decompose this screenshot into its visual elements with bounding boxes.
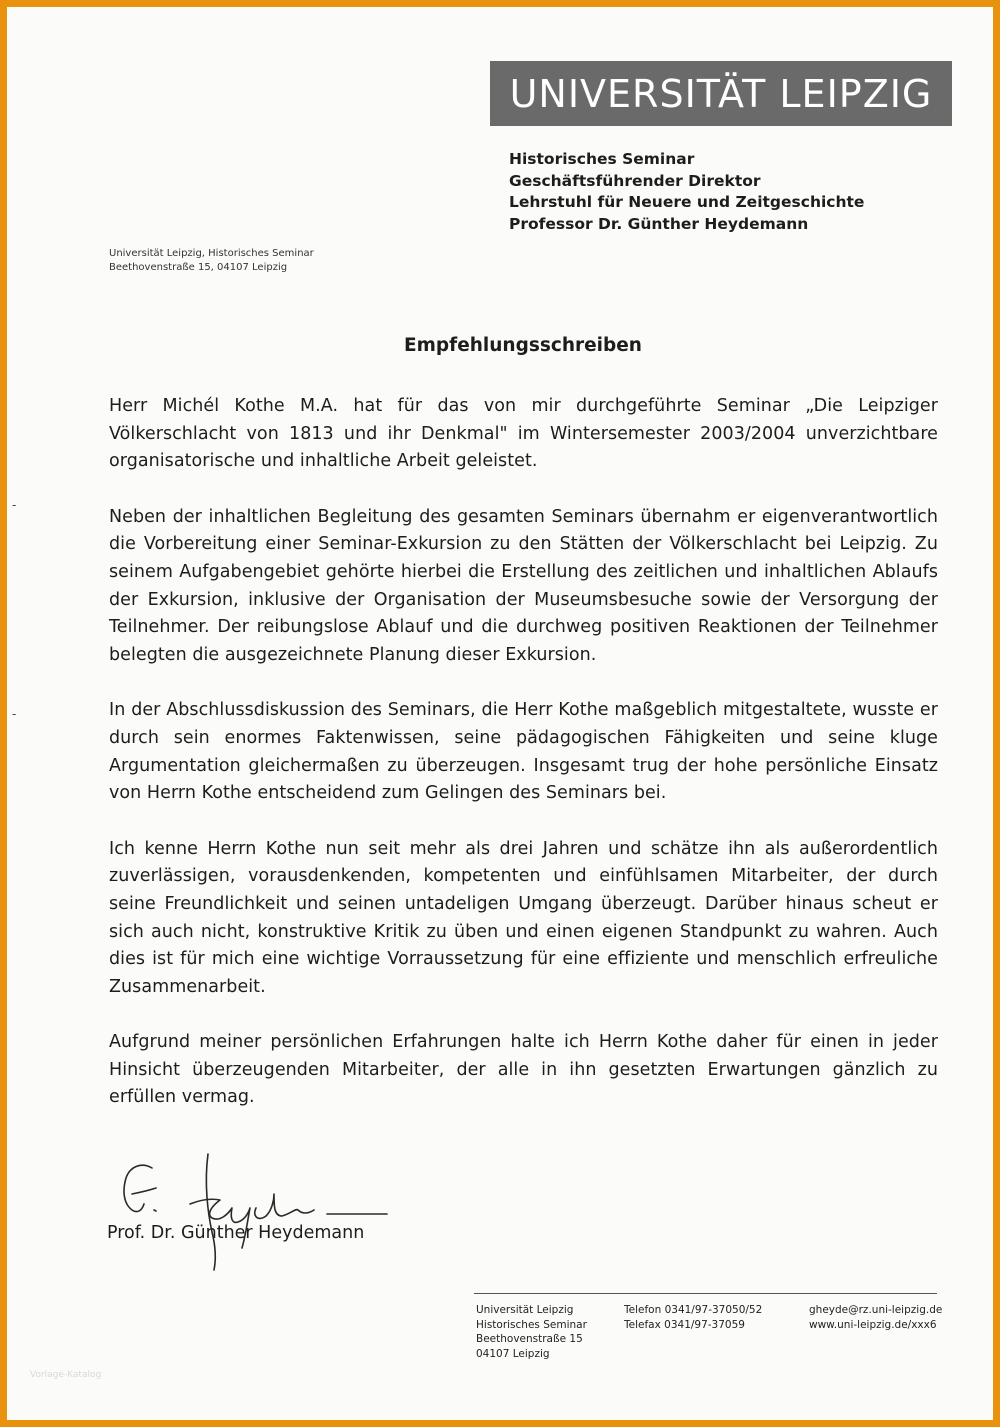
- watermark: Vorlage-Katalog: [30, 1370, 102, 1380]
- body-paragraph: Aufgrund meiner persönlichen Erfahrungen halte ich Herrn Kothe daher für einen in jeder Hinsicht überzeugenden Mitarbeiter, der alle in ihn gesetzten Erwartungen gänzlich zu erfüllen vermag.: [109, 1032, 938, 1108]
- footer-phone-line: Telefon 0341/97-37050/52: [624, 1304, 763, 1316]
- footer-contact: [809, 1303, 942, 1332]
- sender-address: [109, 247, 314, 275]
- department-block: [509, 149, 864, 235]
- logo-text: UNIVERSITÄT LEIPZIG: [509, 71, 933, 116]
- margin-mark: -: [12, 498, 17, 512]
- body-paragraph: Neben der inhaltlichen Begleitung des gesamten Seminars übernahm er eigenverantwortlich die Vorbereitung einer Seminar-Exkursion zu den Stätten der Völkerschlacht bei Leipzig. Zu seinem Aufgabengebiet gehörte hierbei die Erstellung des zeitlichen und inhaltlichen Ablaufs der Exkursion, inklusive der Organisation der Museumsbesuche sowie der Versorgung der Teilnehmer. Der reibungslose Ablauf und die durchweg positiven Reaktionen der Teilnehmer belegten die ausgezeichnete Planung dieser Exkursion.: [109, 506, 938, 665]
- footer-email: gheyde@rz.uni-leipzig.de: [809, 1304, 943, 1316]
- signatory-name: Prof. Dr. Günther Heydemann: [107, 1223, 365, 1243]
- department-line: Professor Dr. Günther Heydemann: [509, 214, 809, 233]
- footer-phone: [624, 1303, 762, 1332]
- footer-address-line: Historisches Seminar: [476, 1318, 587, 1331]
- footer-address: [476, 1303, 587, 1361]
- university-logo: [490, 61, 952, 126]
- body-paragraph: In der Abschlussdiskussion des Seminars, die Herr Kothe maßgeblich mitgestaltete, wusste er durch sein enormes Faktenwissen, seine pädagogischen Fähigkeiten und seine kluge Argumentation gleichermaßen zu überzeugen. Insgesamt trug der hohe persönliche Einsatz von Herrn Kothe entscheidend zum Gelingen des Seminars bei.: [109, 700, 938, 804]
- footer-address-line: Universität Leipzig: [476, 1304, 574, 1316]
- footer-address-line: Beethovenstraße 15: [476, 1333, 583, 1345]
- letter-body: [109, 393, 938, 1140]
- margin-mark: -: [12, 707, 17, 721]
- department-line: Historisches Seminar: [509, 150, 695, 168]
- sender-line: Universität Leipzig, Historisches Seminar: [109, 248, 314, 259]
- sender-line: Beethovenstraße 15, 04107 Leipzig: [109, 262, 288, 273]
- handwritten-signature: [112, 1144, 402, 1274]
- letter-title: Empfehlungsschreiben: [404, 335, 642, 356]
- footer-website: www.uni-leipzig.de/xxx6: [809, 1318, 937, 1331]
- body-paragraph: Herr Michél Kothe M.A. hat für das von mir durchgeführte Seminar „Die Leipziger Völkerschlacht von 1813 und ihr Denkmal" im Wintersemester 2003/2004 unverzichtbare organisatorische und inhaltliche Arbeit geleistet.: [109, 396, 938, 472]
- footer-divider: [474, 1293, 937, 1294]
- footer-address-line: 04107 Leipzig: [476, 1347, 550, 1360]
- body-paragraph: Ich kenne Herrn Kothe nun seit mehr als drei Jahren und schätze ihn als außerordentlich zuverlässigen, vorausdenkenden, kompetenten und einfühlsamen Mitarbeiter, der durch seine Freundlichkeit und seinen untadeligen Umgang überzeugt. Darüber hinaus scheut er sich auch nicht, konstruktive Kritik zu üben und einen eigenen Standpunkt zu wahren. Auch dies ist für mich eine wichtige Vorraussetzung für eine effiziente und menschlich erfreuliche Zusammenarbeit.: [109, 838, 938, 997]
- department-line: Geschäftsführender Direktor: [509, 171, 761, 190]
- footer-fax-line: Telefax 0341/97-37059: [624, 1318, 745, 1331]
- department-line: Lehrstuhl für Neuere und Zeitgeschichte: [509, 193, 865, 211]
